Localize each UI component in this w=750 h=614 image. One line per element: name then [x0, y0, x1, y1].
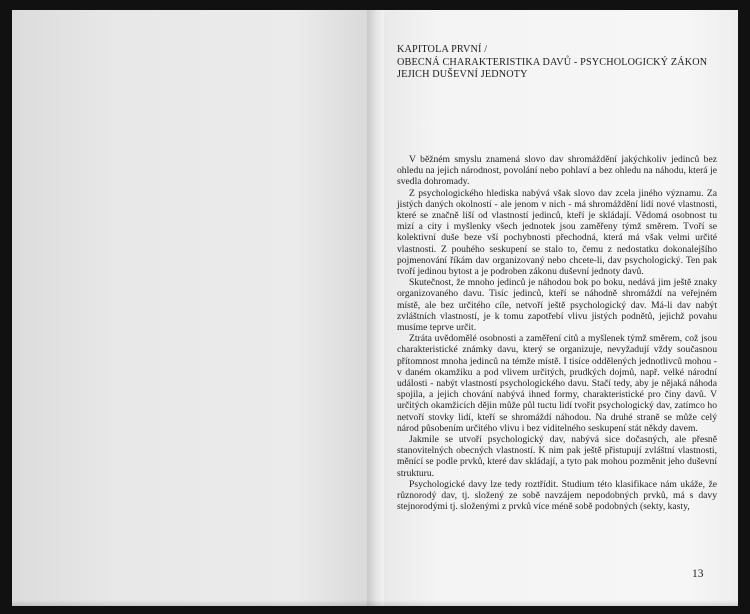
chapter-heading-line-1: KAPITOLA PRVNÍ /	[397, 44, 488, 55]
chapter-heading-line-3: JEJICH DUŠEVNÍ JEDNOTY	[397, 69, 528, 81]
paragraph-4: Ztráta uvědomělé osobnosti a zaměření citů a myšlenek týmž směrem, což jsou charakteristické známky davu, který se organizuje, nevyžadují vždy současnou přítomnost mnoha jedinců na témže místě. I tisíce oddělených jednotlivců mohou - v daném okamžiku a pod vlivem určitých, prudkých dojmů, např. velké národní události - nabýt vlastností psychologického davu. Stačí tedy, aby je nějaká náhoda spojila, a jejich chování nabývá ihned formy, charakteristické pro činy davů. V určitých okamžicích dějin může půl tuctu lidí tvořit psychologický dav, zatímco ho netvoří stovky lidí, kteří se shromáždí náhodou. Na druhé straně se může celý národ působením určitého vlivu i bez viditelného seskupení stát někdy davem.	[397, 333, 717, 434]
book-gutter	[367, 10, 385, 606]
paragraph-6: Psychologické davy lze tedy roztřídit. Studium této klasifikace nám ukáže, že různorodý dav, tj. složený ze sobě navzájem nepodobných prvků, má s davy stejnorodými tj. složenými z prvků více méně sobě podobných (sekty, kasty,	[397, 478, 717, 513]
paragraph-3: Skutečnost, že mnoho jedinců je náhodou bok po boku, nedává jim ještě znaky organizovaného davu. Tisíc jedinců, kteří se náhodně shromáždí na veřejném místě, ale bez určitého cíle, netvoří ještě psychologický dav. Má-li dav nabýt zvláštních vlastností, je k tomu zapotřebí vlivu jistých podnětů, jejichž povahu musíme teprve určit.	[397, 277, 717, 334]
paragraph-5: Jakmile se utvoří psychologický dav, nabývá sice dočasných, ale přesně stanovitelných obecných vlastností. K nim pak ještě přistupují zvláštní vlastnosti, měnící se podle prvků, které dav skládají, a tyto pak mohou pozměnit jeho duševní strukturu.	[397, 434, 717, 479]
paragraph-2: Z psychologického hlediska nabývá však slovo dav zcela jiného významu. Za jistých daných okolností - ale jenom v nich - má shromáždění lidí nové vlastnosti, které se značně liší od vlastností jedinců, kteří je skládají. Vědomá osobnost tu mizí a city i myšlenky všech jednotek jsou zaměřeny týmž směrem. Tvoří se kolektivní duše beze vší pochybnosti přechodná, která má však velmi určité vlastnosti. Z pouhého seskupení se stalo to, čemu z nedostatku dokonalejšího pojmenování říkám dav organizovaný nebo chcete-li, dav psychologický. Ten pak tvoří jedinou bytost a je podroben zákonu duševní jednoty davů.	[397, 187, 717, 278]
body-text	[397, 154, 717, 513]
page-number: 13	[692, 568, 704, 580]
chapter-heading-line-2: OBECNÁ CHARAKTERISTIKA DAVŮ - PSYCHOLOGICKÝ ZÁKON	[397, 56, 708, 68]
left-page-blank	[12, 10, 368, 606]
bottom-edge-shadow	[12, 600, 738, 606]
paragraph-1: V běžném smyslu znamená slovo dav shromáždění jakýchkoliv jedinců bez ohledu na jejich národnost, povolání nebo pohlaví a bez ohledu na náhodu, která je svedla dohromady.	[397, 154, 717, 188]
chapter-heading	[397, 44, 717, 82]
